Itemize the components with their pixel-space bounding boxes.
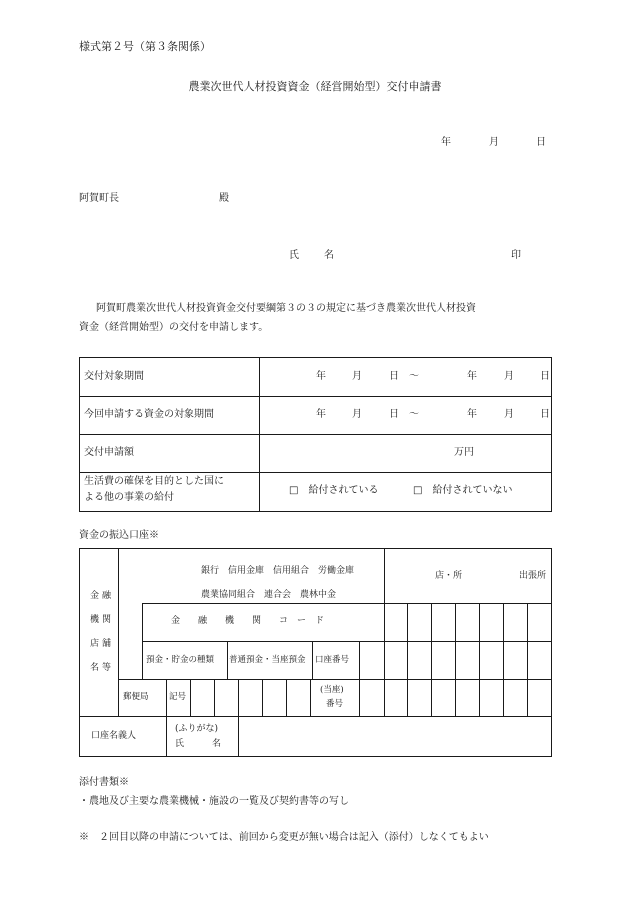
amount-unit[interactable]: 万円 — [454, 447, 474, 458]
deposit-type-label: 預金・貯金の種類 — [146, 655, 215, 665]
holder-name-mei: 名 — [212, 739, 222, 749]
inst-label-char: 舗 — [102, 639, 112, 649]
addressee-name: 阿賀町長 — [79, 193, 119, 204]
body-text-line2: 資金（経営開始型）の交付を申請します。 — [79, 322, 269, 333]
period-end-month[interactable]: 月 — [504, 371, 514, 382]
inst-types-line1: 銀行 信用金庫 信用組合 労働金庫 — [201, 566, 355, 576]
current-end-month[interactable]: 月 — [504, 409, 514, 420]
period-start-year[interactable]: 年 — [316, 371, 326, 382]
checkbox-given[interactable]: □ 給付されている — [289, 485, 379, 496]
other-benefit-label-line1: 生活費の確保を目的とした国に — [84, 476, 224, 487]
number-label-line1: (当座) — [320, 685, 344, 695]
inst-label-char: 等 — [102, 663, 112, 673]
inst-label-char: 関 — [102, 615, 112, 625]
current-start-month[interactable]: 月 — [352, 409, 362, 420]
holder-name-shi: 氏 — [175, 739, 185, 749]
form-number: 様式第２号（第３条関係） — [79, 40, 211, 53]
form-title: 農業次世代人材投資資金（経営開始型）交付申請書 — [188, 80, 442, 93]
account-number-label: 口座番号 — [315, 655, 350, 665]
applicant-mei: 名 — [324, 250, 334, 261]
current-start-year[interactable]: 年 — [316, 409, 326, 420]
inst-label-char: 店 — [90, 639, 100, 649]
addressee-honorific: 殿 — [219, 193, 229, 204]
period-start-day[interactable]: 日 — [389, 371, 399, 382]
office-label: 出張所 — [519, 571, 547, 581]
period-start-month[interactable]: 月 — [352, 371, 362, 382]
attachment-item: ・農地及び主要な農業機械・施設の一覧及び契約書等の写し — [79, 796, 349, 807]
date-day: 日 — [536, 137, 546, 148]
current-end-year[interactable]: 年 — [467, 409, 477, 420]
deposit-type-value[interactable]: 普通預金・当座預金 — [229, 655, 306, 665]
period-end-day[interactable]: 日 — [540, 371, 550, 382]
period-tilde: 〜 — [409, 371, 419, 382]
current-period-label: 今回申請する資金の対象期間 — [84, 409, 214, 420]
seal-mark: 印 — [511, 250, 521, 261]
period-end-year[interactable]: 年 — [467, 371, 477, 382]
body-text-line1: 阿賀町農業次世代人材投資資金交付要綱第３の３の規定に基づき農業次世代人材投資 — [96, 303, 476, 314]
bank-section-title: 資金の振込口座※ — [79, 530, 159, 541]
applicant-shi: 氏 — [289, 250, 299, 261]
amount-label: 交付申請額 — [84, 447, 134, 458]
branch-label: 店・所 — [435, 571, 463, 581]
number-label-line2: 番号 — [326, 699, 344, 709]
inst-label-char: 融 — [102, 591, 112, 601]
inst-label-char: 名 — [90, 663, 100, 673]
holder-label: 口座名義人 — [91, 731, 137, 741]
checkbox-not-given[interactable]: □ 給付されていない — [413, 485, 513, 496]
date-month: 月 — [489, 137, 499, 148]
current-start-day[interactable]: 日 — [389, 409, 399, 420]
footnote: ※ ２回目以降の申請については、前回から変更が無い場合は記入（添付）しなくてもよい — [79, 832, 489, 843]
other-benefit-label-line2: よる他の事業の給付 — [84, 492, 174, 503]
current-tilde: 〜 — [409, 409, 419, 420]
inst-types-line2: 農業協同組合 連合会 農林中金 — [201, 590, 337, 600]
inst-label-char: 機 — [90, 615, 100, 625]
period-label: 交付対象期間 — [84, 371, 144, 382]
date-year: 年 — [441, 137, 451, 148]
inst-code-label: 金 融 機 関 コ ー ド — [171, 616, 325, 626]
inst-label-char: 金 — [90, 591, 100, 601]
attachments-title: 添付書類※ — [79, 777, 129, 788]
postal-label: 郵便局 — [123, 692, 149, 702]
furigana-label: (ふりがな) — [175, 724, 219, 734]
current-end-day[interactable]: 日 — [540, 409, 550, 420]
symbol-label: 記号 — [169, 692, 187, 702]
